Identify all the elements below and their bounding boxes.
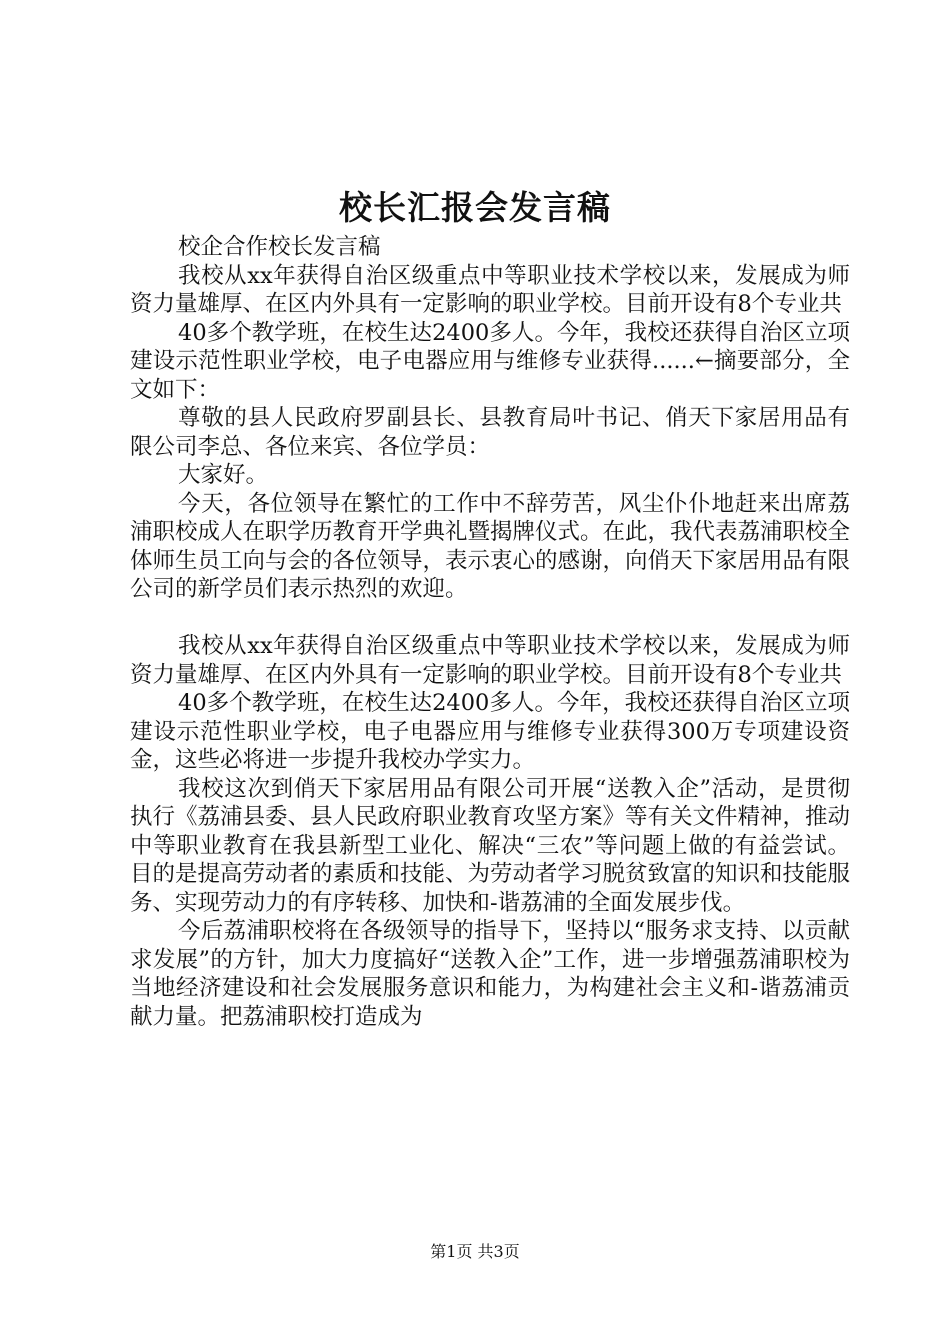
document-title: 校长汇报会发言稿 <box>339 188 611 227</box>
paragraph-salutation: 尊敬的县人民政府罗副县长、县教育局叶书记、俏天下家居用品有限公司李总、各位来宾、各位学员： <box>130 405 850 460</box>
paragraph: 40多个教学班，在校生达2400多人。今年，我校还获得自治区立项建设示范性职业学校，电子电器应用与维修专业获得300万专项建设资金，这些必将进一步提升我校办学实力。 <box>130 690 850 773</box>
paragraph: 今天，各位领导在繁忙的工作中不辞劳苦，风尘仆仆地赶来出席荔浦职校成人在职学历教育开学典礼暨揭牌仪式。在此，我代表荔浦职校全体师生员工向与会的各位领导，表示衷心的感谢，向俏天下家居用品有限公司的新学员们表示热烈的欢迎。 <box>130 490 851 602</box>
paragraph-greeting: 大家好。 <box>178 462 269 488</box>
document-body <box>130 233 850 1031</box>
paragraph: 今后荔浦职校将在各级领导的指导下，坚持以“服务求支持、以贡献求发展”的方针，加大力度搞好“送教入企”工作，进一步增强荔浦职校为当地经济建设和社会发展服务意识和能力，为构建社会主义和-谐荔浦贡献力量。把荔浦职校打造成为 <box>130 918 850 1030</box>
paragraph: 我校这次到俏天下家居用品有限公司开展“送教入企”活动，是贯彻执行《荔浦县委、县人民政府职业教育攻坚方案》等有关文件精神，推动中等职业教育在我县新型工业化、解决“三农”等问题上做的有益尝试。目的是提高劳动者的素质和技能、为劳动者学习脱贫致富的知识和技能服务、实现劳动力的有序转移、加快和-谐荔浦的全面发展步伐。 <box>130 775 851 916</box>
blank-line <box>130 604 850 633</box>
paragraph: 40多个教学班，在校生达2400多人。今年，我校还获得自治区立项建设示范性职业学校，电子电器应用与维修专业获得......←摘要部分，全文如下： <box>130 319 850 403</box>
paragraph: 我校从xx年获得自治区级重点中等职业技术学校以来，发展成为师资力量雄厚、在区内外具有一定影响的职业学校。目前开设有8个专业共 <box>130 262 850 317</box>
page-footer: 第1页 共3页 <box>430 1242 520 1261</box>
paragraph: 我校从xx年获得自治区级重点中等职业技术学校以来，发展成为师资力量雄厚、在区内外具有一定影响的职业学校。目前开设有8个专业共 <box>130 633 850 688</box>
paragraph-subtitle: 校企合作校长发言稿 <box>178 234 381 260</box>
